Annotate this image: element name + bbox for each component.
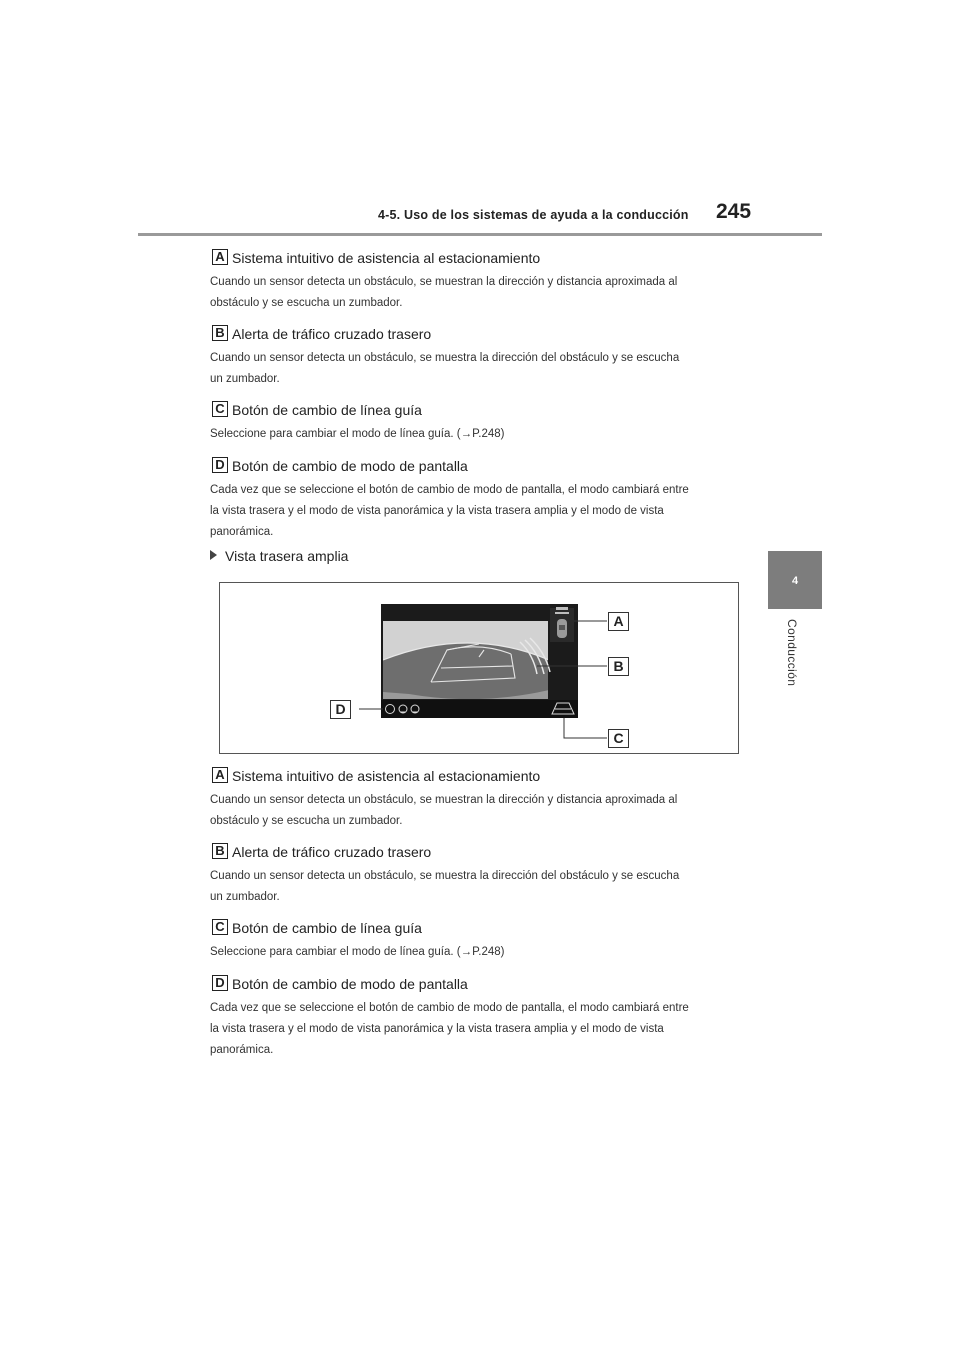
page-number: 245	[716, 200, 752, 223]
item-title: Alerta de tráfico cruzado trasero	[232, 844, 432, 860]
section-title: 4-5. Uso de los sistemas de ayuda a la conducción	[378, 208, 689, 222]
subheading-text: Vista trasera amplia	[225, 548, 349, 564]
item-title: Botón de cambio de modo de pantalla	[232, 458, 468, 474]
desc-line: un zumbador.	[210, 891, 280, 903]
header-rule	[138, 233, 822, 236]
item-description	[210, 998, 755, 1061]
desc-line: Cuando un sensor detecta un obstáculo, se muestra la dirección del obstáculo y se escucha	[210, 352, 680, 364]
badge-c: C	[212, 401, 228, 417]
item-description	[210, 272, 755, 314]
badge-a: A	[212, 249, 228, 265]
item-title: Alerta de tráfico cruzado trasero	[232, 326, 432, 342]
item-description	[210, 790, 755, 832]
item-description	[210, 866, 755, 908]
desc-line: panorámica.	[210, 526, 274, 538]
callout-a: A	[608, 612, 629, 631]
item-description	[210, 480, 755, 543]
item-title: Botón de cambio de modo de pantalla	[232, 976, 468, 992]
desc-line: Cada vez que se seleccione el botón de cambio de modo de pantalla, el modo cambiará entre	[210, 484, 689, 496]
item-title: Sistema intuitivo de asistencia al estacionamiento	[232, 768, 541, 784]
badge-c: C	[212, 919, 228, 935]
callout-d: D	[330, 700, 351, 719]
chapter-label-box	[768, 611, 822, 781]
chapter-number: 4	[791, 575, 799, 587]
camera-display-illustration	[219, 582, 739, 754]
desc-line: panorámica.	[210, 1044, 274, 1056]
badge-a: A	[212, 767, 228, 783]
subheading	[210, 548, 348, 564]
desc-line: la vista trasera y el modo de vista panorámica y la vista trasera amplia y el modo de vista	[210, 505, 664, 517]
item-title: Sistema intuitivo de asistencia al estacionamiento	[232, 250, 541, 266]
callout-c: C	[608, 729, 629, 748]
desc-line: Seleccione para cambiar el modo de línea guía. (→P.248)	[210, 428, 505, 440]
triangle-bullet-icon	[210, 550, 217, 560]
desc-line: Cuando un sensor detecta un obstáculo, se muestran la dirección y distancia aproximada al	[210, 794, 678, 806]
desc-line: obstáculo y se escucha un zumbador.	[210, 815, 403, 827]
desc-line: Seleccione para cambiar el modo de línea guía. (→P.248)	[210, 946, 505, 958]
desc-line: obstáculo y se escucha un zumbador.	[210, 297, 403, 309]
item-description	[210, 942, 755, 963]
badge-b: B	[212, 325, 228, 341]
item-title: Botón de cambio de línea guía	[232, 920, 422, 936]
desc-line: un zumbador.	[210, 373, 280, 385]
desc-line: Cuando un sensor detecta un obstáculo, se muestran la dirección y distancia aproximada al	[210, 276, 678, 288]
vehicle-icon	[557, 619, 567, 638]
badge-d: D	[212, 457, 228, 473]
desc-line: Cuando un sensor detecta un obstáculo, se muestra la dirección del obstáculo y se escucha	[210, 870, 680, 882]
badge-b: B	[212, 843, 228, 859]
badge-d: D	[212, 975, 228, 991]
item-title: Botón de cambio de línea guía	[232, 402, 422, 418]
chapter-label: Conducción	[785, 619, 799, 687]
item-description	[210, 424, 755, 445]
item-description	[210, 348, 755, 390]
callout-b: B	[608, 657, 629, 676]
desc-line: Cada vez que se seleccione el botón de cambio de modo de pantalla, el modo cambiará entre	[210, 1002, 689, 1014]
desc-line: la vista trasera y el modo de vista panorámica y la vista trasera amplia y el modo de vista	[210, 1023, 664, 1035]
